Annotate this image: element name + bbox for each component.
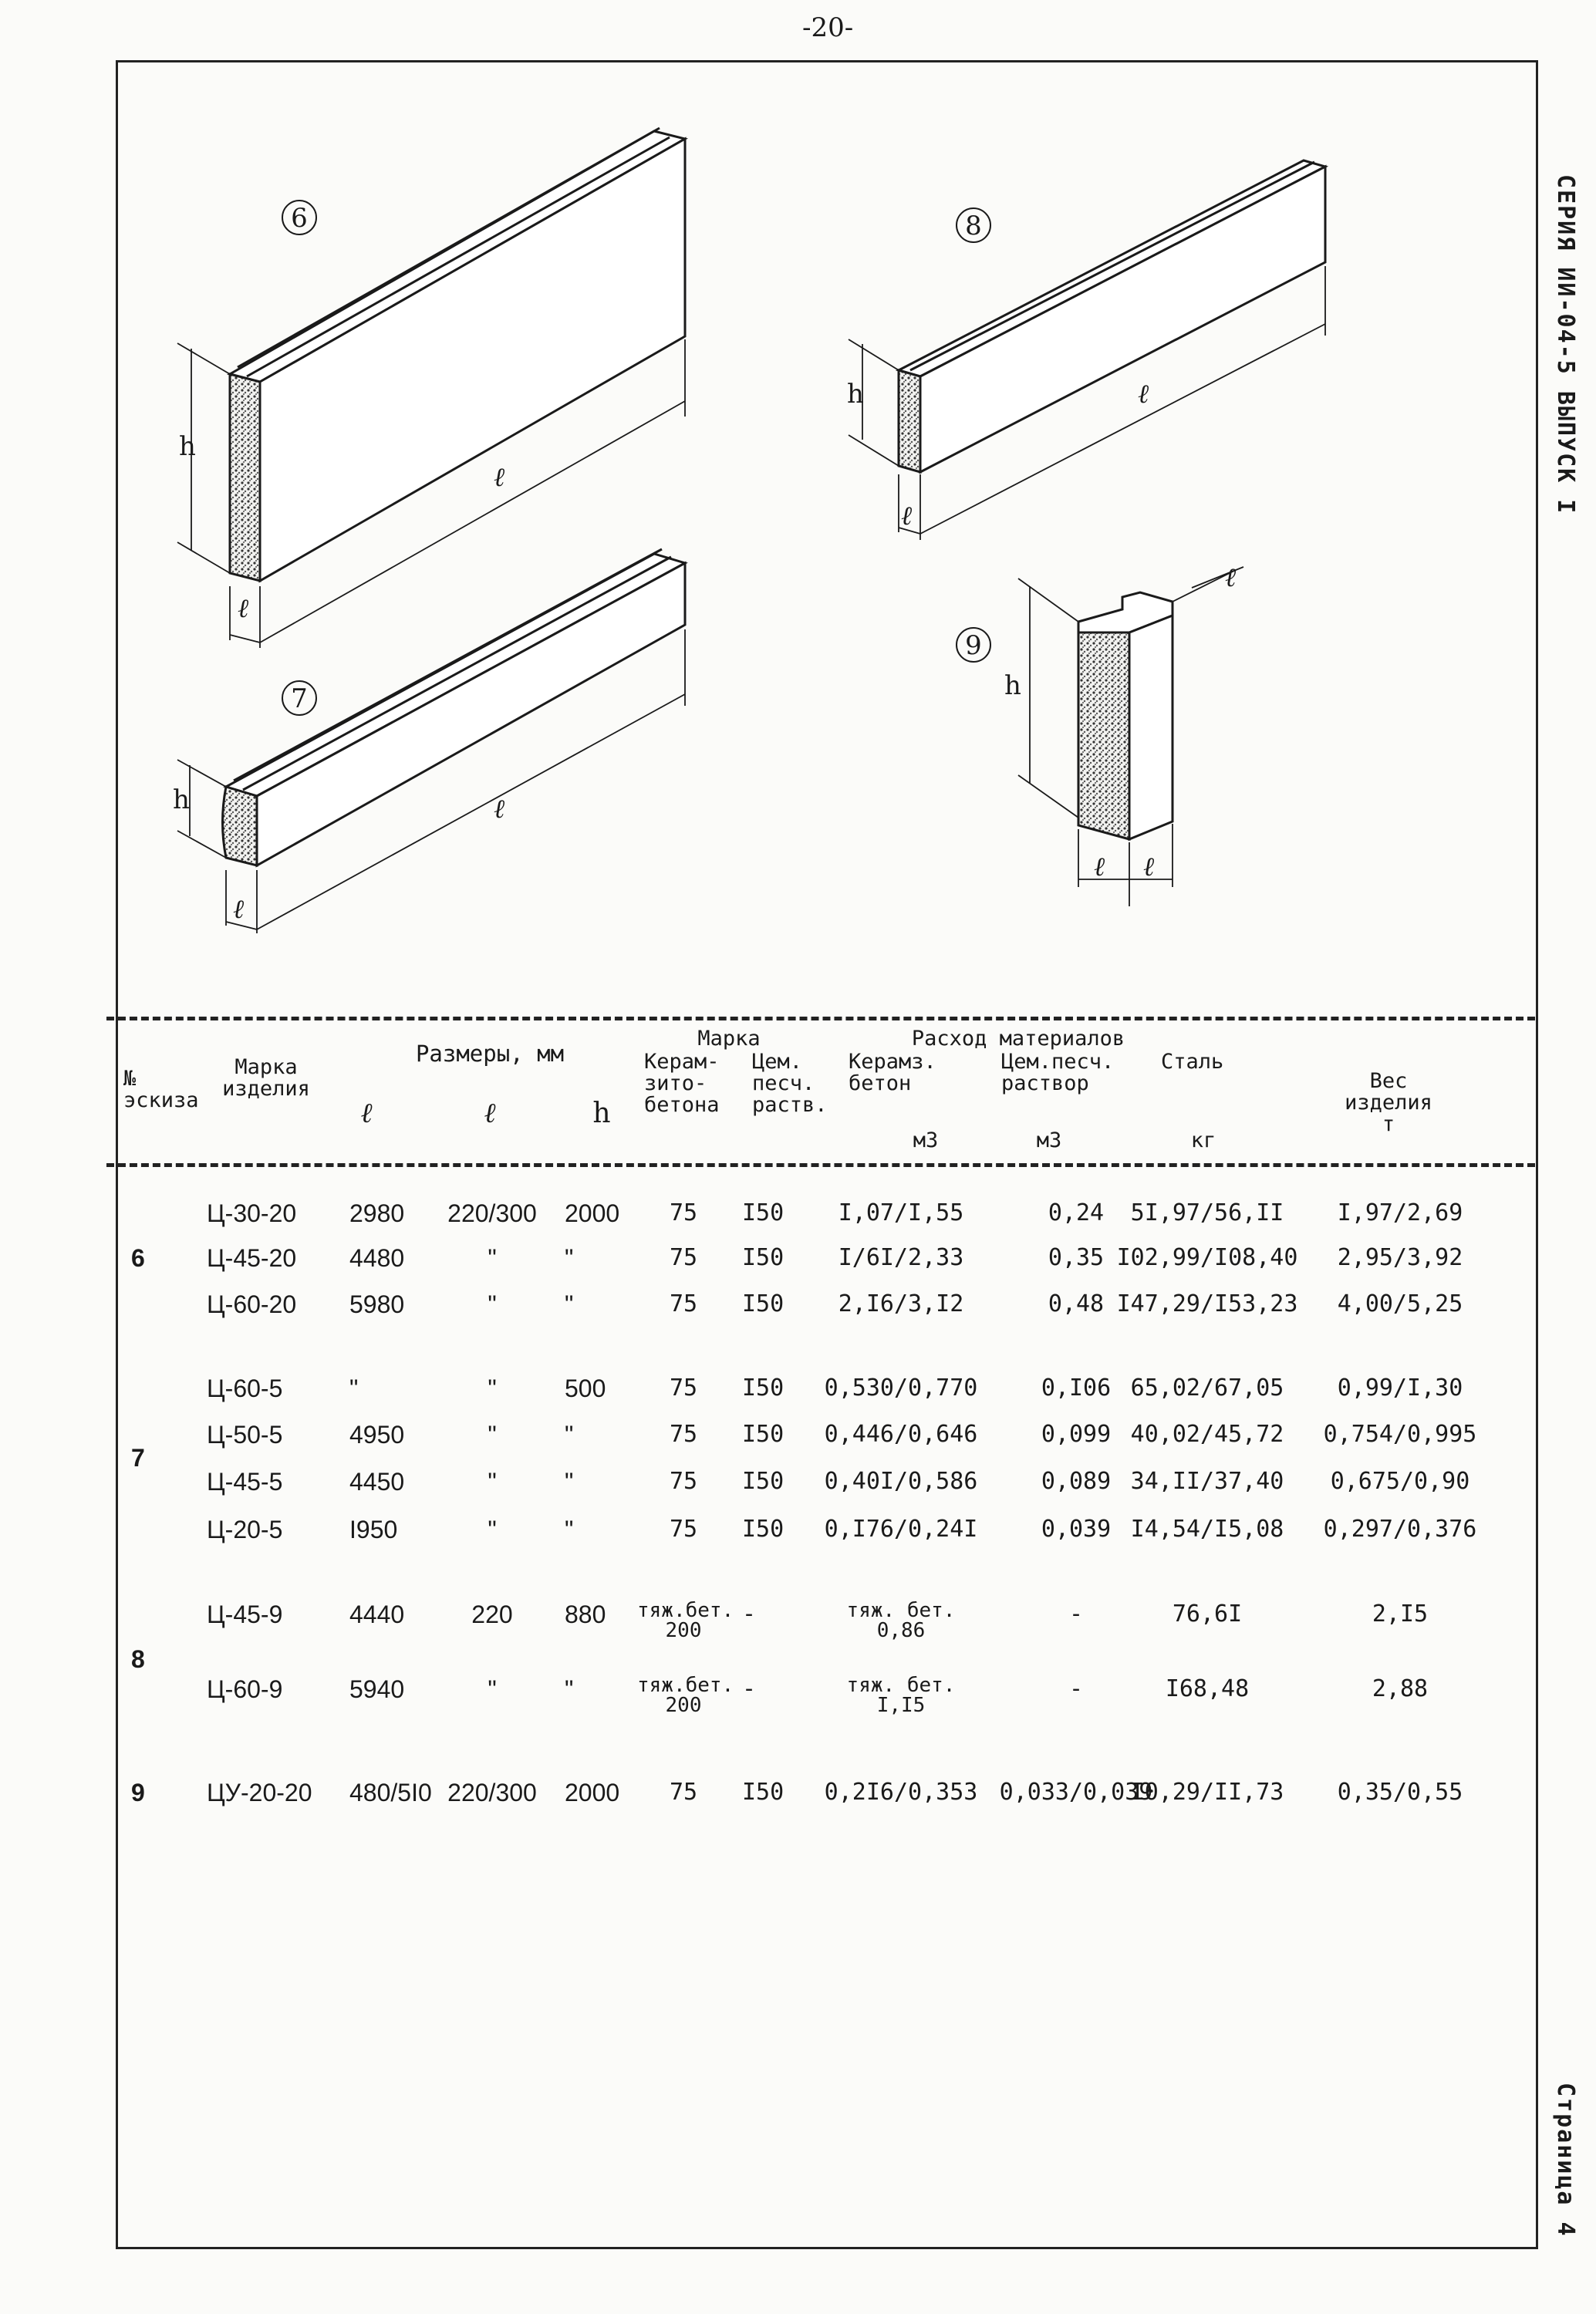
page-label: Страница 4 — [1552, 2083, 1579, 2238]
cell-l: 5940 — [349, 1675, 405, 1703]
cell-h: 2000 — [565, 1779, 620, 1806]
cell-keram: 75 — [669, 1516, 698, 1543]
header-b: ℓ — [484, 1098, 496, 1129]
cell-keram-bet: I/6I/2,33 — [838, 1244, 964, 1271]
page-number: -20- — [802, 12, 854, 43]
cell-cem: - — [742, 1601, 757, 1628]
cell-keram: 75 — [669, 1199, 698, 1226]
cell-h: 880 — [565, 1601, 606, 1628]
cell-l: 4450 — [349, 1468, 405, 1496]
cell-mark: Ц-60-5 — [207, 1375, 283, 1402]
header-keram-bet: Керамз. бетон — [849, 1050, 936, 1095]
cell-h: " — [565, 1290, 574, 1318]
cell-steel: I47,29/I53,23 — [1116, 1290, 1298, 1317]
drawing-6-h: h — [179, 431, 196, 462]
cell-cem-rastvor: 0,48 — [1048, 1290, 1105, 1317]
cell-h: 2000 — [565, 1199, 620, 1227]
cell-keram-bet: 0,I76/0,24I — [824, 1516, 978, 1543]
header-stal: Сталь — [1161, 1050, 1224, 1074]
cell-l: 2980 — [349, 1199, 405, 1227]
cell-keram: 75 — [669, 1290, 698, 1317]
sketch-number: 9 — [131, 1779, 145, 1806]
cell-keram: 75 — [669, 1244, 698, 1271]
cell-keram-bet: I,07/I,55 — [838, 1199, 964, 1226]
sketch-number: 6 — [131, 1244, 145, 1272]
header-sketch: № эскиза — [123, 1067, 199, 1112]
cell-steel: 65,02/67,05 — [1130, 1375, 1284, 1402]
header-unit-m3-a: м3 — [913, 1128, 939, 1152]
cell-mark: Ц-60-9 — [207, 1675, 283, 1703]
cell-keram: тяж.бет. 200 — [637, 1674, 734, 1717]
drawing-9-l2: ℓ — [1143, 852, 1155, 882]
cell-steel: 34,II/37,40 — [1130, 1468, 1284, 1495]
header-l: ℓ — [360, 1098, 373, 1129]
cell-cem: I50 — [742, 1779, 785, 1806]
header-marka: Марка — [697, 1027, 761, 1051]
cell-cem-rastvor: 0,24 — [1048, 1199, 1105, 1226]
cell-l: " — [349, 1375, 359, 1402]
cell-mark: Ц-30-20 — [207, 1199, 297, 1227]
cell-cem-rastvor: 0,089 — [1041, 1468, 1112, 1495]
cell-b: " — [488, 1421, 497, 1449]
cell-weight: 0,297/0,376 — [1323, 1516, 1477, 1543]
header-cem-rastvor: Цем.песч. раствор — [1001, 1050, 1115, 1095]
cell-steel: I02,99/I08,40 — [1116, 1244, 1298, 1271]
cell-h: " — [565, 1675, 574, 1703]
drawing-block-6 — [177, 128, 685, 648]
cell-weight: 0,754/0,995 — [1323, 1421, 1477, 1448]
cell-cem-rastvor: - — [1068, 1601, 1084, 1628]
header-mark: Марка изделия — [222, 1055, 310, 1101]
cell-b: 220/300 — [447, 1779, 537, 1806]
cell-steel: I68,48 — [1165, 1675, 1250, 1702]
cell-keram: 75 — [669, 1468, 698, 1495]
drawing-8-b: ℓ — [901, 501, 913, 531]
cell-mark: Ц-50-5 — [207, 1421, 283, 1449]
cell-weight: 0,35/0,55 — [1337, 1779, 1463, 1806]
header-weight: Вес изделия т — [1345, 1069, 1432, 1136]
header-keram: Керам- зито- бетона — [644, 1050, 720, 1117]
drawing-6-l: ℓ — [494, 462, 505, 493]
sketch-number: 7 — [131, 1444, 145, 1472]
cell-weight: 0,675/0,90 — [1330, 1468, 1470, 1495]
header-raskhod: Расход материалов — [911, 1027, 1125, 1051]
cell-mark: Ц-20-5 — [207, 1516, 283, 1543]
cell-cem-rastvor: 0,099 — [1041, 1421, 1112, 1448]
cell-b: " — [488, 1675, 497, 1703]
header-unit-kg: кг — [1190, 1128, 1216, 1152]
cell-weight: 2,95/3,92 — [1337, 1244, 1463, 1271]
cell-h: 500 — [565, 1375, 606, 1402]
cell-l: I950 — [349, 1516, 398, 1543]
cell-l: 480/5I0 — [349, 1779, 432, 1806]
drawing-block-7 — [177, 549, 685, 933]
table-header-rule — [106, 1163, 1535, 1167]
cell-steel: I4,54/I5,08 — [1130, 1516, 1284, 1543]
cell-keram-bet: 0,40I/0,586 — [824, 1468, 978, 1495]
cell-cem-rastvor: 0,35 — [1048, 1244, 1105, 1271]
cell-cem-rastvor: - — [1068, 1675, 1084, 1702]
cell-l: 4480 — [349, 1244, 405, 1272]
cell-keram-bet: тяж. бет. 0,86 — [846, 1599, 956, 1642]
cell-h: " — [565, 1421, 574, 1449]
cell-keram: тяж.бет. 200 — [637, 1599, 734, 1642]
cell-b: " — [488, 1516, 497, 1543]
cell-b: " — [488, 1375, 497, 1402]
cell-cem: I50 — [742, 1516, 785, 1543]
cell-l: 5980 — [349, 1290, 405, 1318]
cell-keram: 75 — [669, 1375, 698, 1402]
header-unit-m3-b: м3 — [1036, 1128, 1062, 1152]
cell-cem-rastvor: 0,I06 — [1041, 1375, 1112, 1402]
drawing-6-number: 6 — [291, 203, 308, 234]
block-drawings — [0, 0, 1596, 1018]
cell-b: " — [488, 1290, 497, 1318]
cell-weight: 2,I5 — [1372, 1601, 1429, 1628]
cell-mark: Ц-60-20 — [207, 1290, 297, 1318]
cell-cem-rastvor: 0,039 — [1041, 1516, 1112, 1543]
cell-steel: 5I,97/56,II — [1130, 1199, 1284, 1226]
cell-h: " — [565, 1516, 574, 1543]
cell-keram-bet: 2,I6/3,I2 — [838, 1290, 964, 1317]
cell-keram: 75 — [669, 1421, 698, 1448]
cell-cem: I50 — [742, 1468, 785, 1495]
cell-keram-bet: тяж. бет. I,I5 — [846, 1674, 956, 1717]
drawing-8-l: ℓ — [1138, 379, 1149, 410]
cell-mark: ЦУ-20-20 — [207, 1779, 312, 1806]
header-cem: Цем. песч. раств. — [752, 1050, 828, 1117]
cell-mark: Ц-45-20 — [207, 1244, 297, 1272]
drawing-9-number: 9 — [965, 630, 982, 661]
sketch-number: 8 — [131, 1645, 145, 1673]
drawing-8-h: h — [847, 379, 864, 410]
cell-cem: I50 — [742, 1375, 785, 1402]
drawing-7-h: h — [173, 784, 190, 815]
cell-steel: I0,29/II,73 — [1130, 1779, 1284, 1806]
cell-weight: I,97/2,69 — [1337, 1199, 1463, 1226]
cell-mark: Ц-45-9 — [207, 1601, 283, 1628]
cell-steel: 76,6I — [1172, 1601, 1243, 1628]
drawing-6-b: ℓ — [238, 593, 249, 624]
cell-b: 220/300 — [447, 1199, 537, 1227]
cell-weight: 2,88 — [1372, 1675, 1429, 1702]
cell-weight: 4,00/5,25 — [1337, 1290, 1463, 1317]
header-h: h — [592, 1098, 611, 1129]
cell-weight: 0,99/I,30 — [1337, 1375, 1463, 1402]
cell-keram-bet: 0,530/0,770 — [824, 1375, 978, 1402]
drawing-block-8 — [849, 160, 1325, 540]
drawing-7-l: ℓ — [494, 794, 505, 825]
cell-b: " — [488, 1244, 497, 1272]
cell-keram-bet: 0,446/0,646 — [824, 1421, 978, 1448]
cell-keram: 75 — [669, 1779, 698, 1806]
series-label: СЕРИЯ ИИ-04-5 ВЫПУСК I — [1552, 174, 1579, 515]
cell-cem: - — [742, 1675, 757, 1702]
cell-cem: I50 — [742, 1290, 785, 1317]
cell-keram-bet: 0,2I6/0,353 — [824, 1779, 978, 1806]
drawing-7-number: 7 — [291, 683, 308, 714]
cell-steel: 40,02/45,72 — [1130, 1421, 1284, 1448]
cell-b: 220 — [471, 1601, 513, 1628]
cell-cem: I50 — [742, 1199, 785, 1226]
cell-b: " — [488, 1468, 497, 1496]
drawing-9-h: h — [1004, 670, 1021, 701]
drawing-8-number: 8 — [965, 211, 982, 241]
drawing-9-b: ℓ — [1225, 562, 1237, 593]
drawing-7-b: ℓ — [233, 894, 245, 925]
cell-l: 4950 — [349, 1421, 405, 1449]
cell-cem: I50 — [742, 1421, 785, 1448]
drawing-9-l1: ℓ — [1094, 852, 1105, 882]
cell-cem-rastvor: 0,033/0,039 — [999, 1779, 1153, 1806]
cell-l: 4440 — [349, 1601, 405, 1628]
header-sizes: Размеры, мм — [415, 1041, 565, 1067]
table-top-rule — [106, 1017, 1535, 1020]
cell-cem: I50 — [742, 1244, 785, 1271]
cell-h: " — [565, 1468, 574, 1496]
cell-mark: Ц-45-5 — [207, 1468, 283, 1496]
cell-h: " — [565, 1244, 574, 1272]
